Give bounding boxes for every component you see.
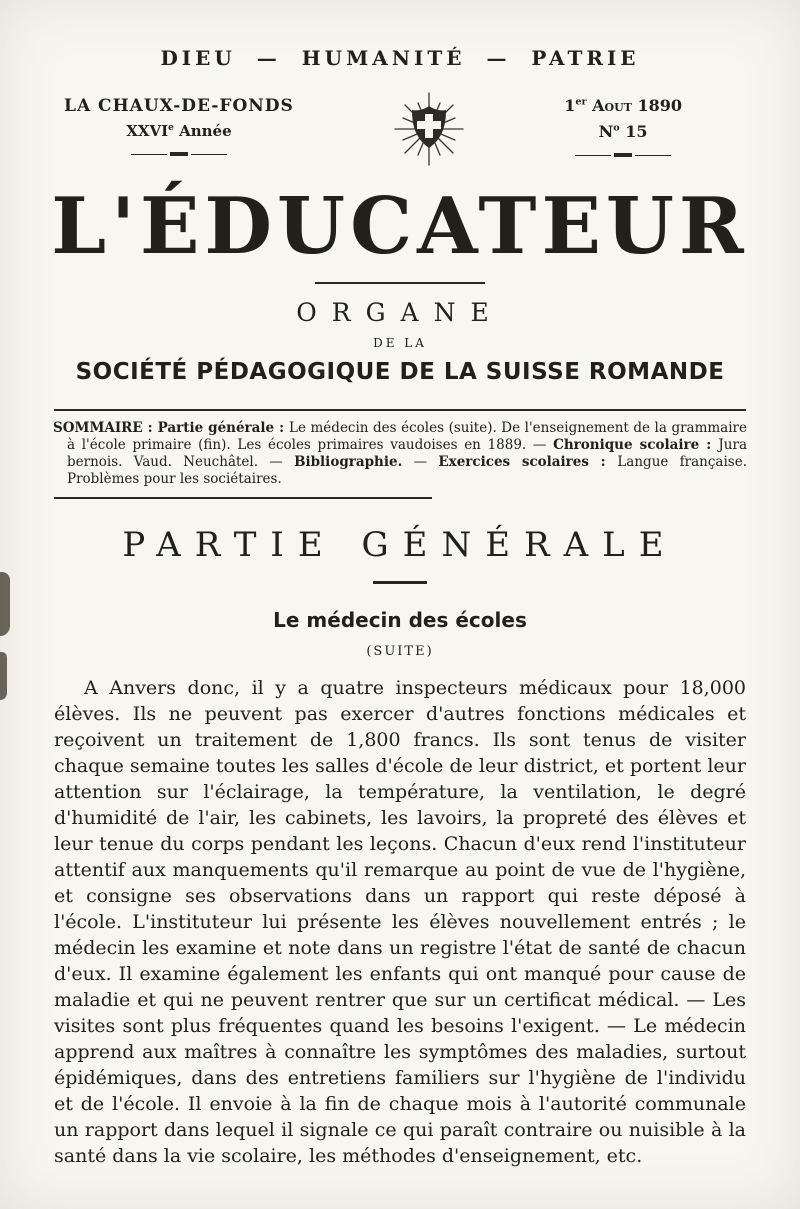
publication-year: XXVIe Année <box>126 122 232 140</box>
article-subtitle: (SUITE) <box>366 644 434 659</box>
subtitle-organe: ORGANE <box>296 298 504 327</box>
scan-smudge <box>0 572 10 636</box>
issue-number: $N^o$ 15 <box>598 122 648 141</box>
publication-place: LA CHAUX-DE-FONDS <box>64 96 294 116</box>
journal-title: L'ÉDUCATEUR <box>51 181 749 272</box>
article-body: A Anvers donc, il y a quatre inspecteurs médicaux pour 18,000 élèves. Ils ne peuvent pas exercer d'autres fonctions médicales et reçoivent un traitement de 1,800 francs. Ils sont tenus de visiter chaque semaine toutes les salles d'école de leur district, et portent leur attention sur l'éclairage, la température, la ventilation, le degré d'humidité de l'air, les cabinets, les lavoirs, la propreté des élèves et leur tenue du corps pendant les leçons. Chacun d'eux rend l'instituteur attentif aux manquements qu'il remarque au point de vue de l'hygiène, et consigne ses observations dans un rapport qui reste déposé à l'école. L'instituteur lui présente les élèves nouvellement entrés ; le médecin les examine et note dans un registre l'état de santé de chacun d'eux. Il examine également les enfants qui ont manqué pour cause de maladie et qui ne peuvent rentrer que sur un certificat médical. — Les visites sont plus fréquentes quand les besoins l'exigent. — Le médecin apprend aux maîtres à connaître les symptômes des maladies, surtout épidémiques, dans des entretiens familiers sur l'hygiène de l'individu et de l'école. Il envoie à la fin de chaque mois à l'autorité communale un rapport dans lequel il signale ce qui paraît contraire ou nuisible à la santé dans la vie scolaire, les méthodes d'enseignement, etc. <box>54 677 746 1167</box>
ornament-rule-right <box>575 153 671 157</box>
sommaire: SOMMAIRE : Partie générale : Le médecin des écoles (suite). De l'enseignement de la grammaire à l'école primaire (fin). Les écoles primaires vaudoises en 1889. — Chronique scolaire : Jura bernois. Vaud. Neuchâtel. — Bibliographie. — Exercices scolaires : Langue française. Problèmes pour les sociétaires. <box>53 420 747 487</box>
ornament-rule-left <box>131 152 227 156</box>
emblem-star-cross-icon <box>392 90 466 172</box>
publication-date: 1er Aout 1890 <box>564 96 682 115</box>
rule-above-sommaire <box>54 409 746 411</box>
title-divider <box>315 282 485 284</box>
rule-below-sommaire <box>54 497 432 499</box>
subtitle-dela: DE LA <box>373 336 427 350</box>
section-heading: PARTIE GÉNÉRALE <box>122 525 678 565</box>
scan-smudge <box>0 652 7 700</box>
masthead <box>0 70 800 172</box>
masthead-right <box>564 96 682 157</box>
motto: DIEU — HUMANITÉ — PATRIE <box>160 46 640 70</box>
masthead-left <box>64 96 294 156</box>
sommaire-label: SOMMAIRE : <box>53 420 158 436</box>
society-name: SOCIÉTÉ PÉDAGOGIQUE DE LA SUISSE ROMANDE <box>75 359 725 385</box>
section-divider <box>373 581 427 584</box>
article-title: Le médecin des écoles <box>273 608 527 632</box>
